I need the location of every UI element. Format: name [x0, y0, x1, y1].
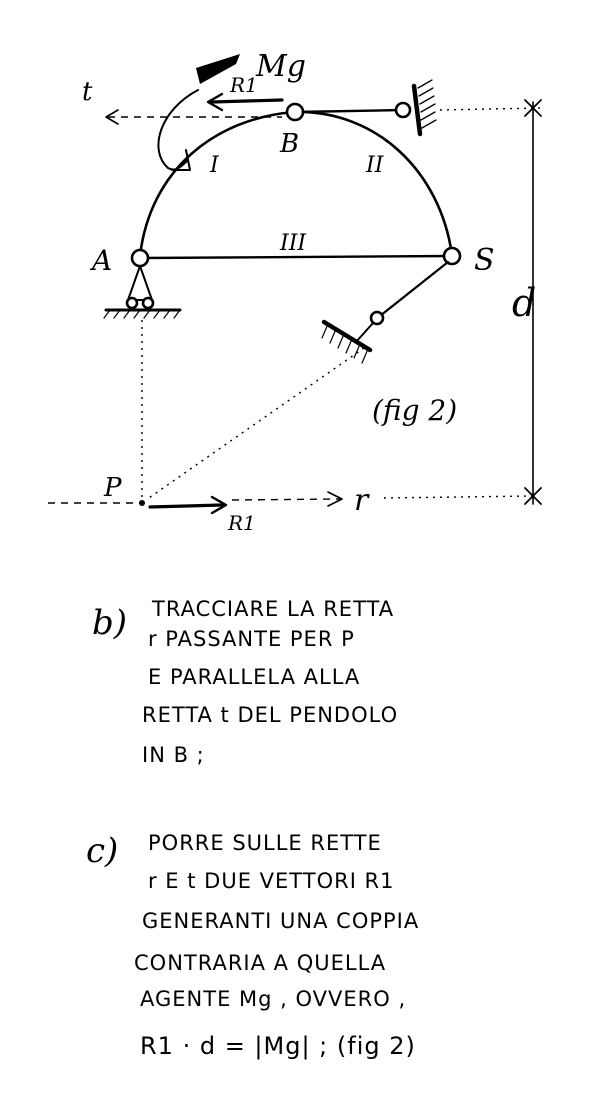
part-I-label: I: [210, 153, 219, 178]
pendulum-S-ground: [324, 322, 370, 350]
line-t-dotted-extension: [440, 108, 540, 110]
line-r-dashed: [232, 499, 340, 500]
line-t-label: t: [82, 77, 93, 107]
note-c-line: CONTRARIA A QUELLA: [134, 951, 387, 975]
note-b-line: E PARALLELA ALLA: [148, 665, 361, 689]
part-III-label: III: [280, 231, 307, 256]
force-R1-bottom-shaft: [150, 505, 222, 507]
force-R1-top-shaft: [212, 100, 282, 102]
note-b-line: RETTA t DEL PENDOLO: [142, 703, 399, 727]
line-S-P-dotted: [146, 348, 364, 500]
pendulum-S-link: [356, 323, 373, 342]
note-b-line: r PASSANTE PER P: [148, 627, 355, 651]
hinge-S: [444, 248, 460, 264]
label-P: P: [104, 473, 122, 503]
note-b-marker: b): [92, 603, 128, 643]
dimension-d-label: d: [512, 281, 537, 325]
support-A-roller-right: [143, 298, 153, 308]
hinge-A: [132, 250, 148, 266]
moment-arc: [158, 90, 198, 170]
note-c-marker: c): [86, 831, 119, 871]
note-b-line: TRACCIARE LA RETTA: [152, 597, 395, 621]
force-R1-top-label: R1: [230, 73, 258, 97]
note-c-line: r E t DUE VETTORI R1: [148, 869, 395, 893]
pendulum-B-hatching: [418, 80, 436, 128]
pendulum-B-hinge: [396, 103, 410, 117]
line-r-dotted-extension: [384, 496, 534, 498]
label-A: A: [92, 244, 113, 277]
note-c-line: GENERANTI UNA COPPIA: [142, 909, 420, 933]
pendulum-B-ground: [414, 86, 420, 134]
pendulum-B-rod: [295, 110, 403, 112]
note-c-line: AGENTE Mg , OVVERO ,: [140, 987, 407, 1011]
member-III: [140, 256, 452, 258]
support-A-roller-left: [127, 298, 137, 308]
note-c-line: PORRE SULLE RETTE: [148, 831, 382, 855]
support-A-triangle: [128, 266, 152, 300]
force-R1-bottom-label: R1: [228, 511, 256, 535]
figure-caption: (fig 2): [372, 394, 458, 427]
part-II-label: II: [366, 153, 384, 178]
label-B: B: [280, 129, 300, 159]
point-P: [139, 500, 145, 506]
hinge-B: [287, 104, 303, 120]
note-c-line: R1 · d = |Mg| ; (fig 2): [140, 1032, 416, 1060]
note-b-lines: [142, 597, 398, 767]
pendulum-S-rod: [380, 262, 448, 316]
note-c-lines: [134, 831, 419, 1060]
line-r-label: r: [354, 483, 369, 518]
note-b-line: IN B ;: [142, 743, 205, 767]
label-S: S: [474, 243, 495, 278]
moment-label: Mg: [256, 49, 306, 84]
